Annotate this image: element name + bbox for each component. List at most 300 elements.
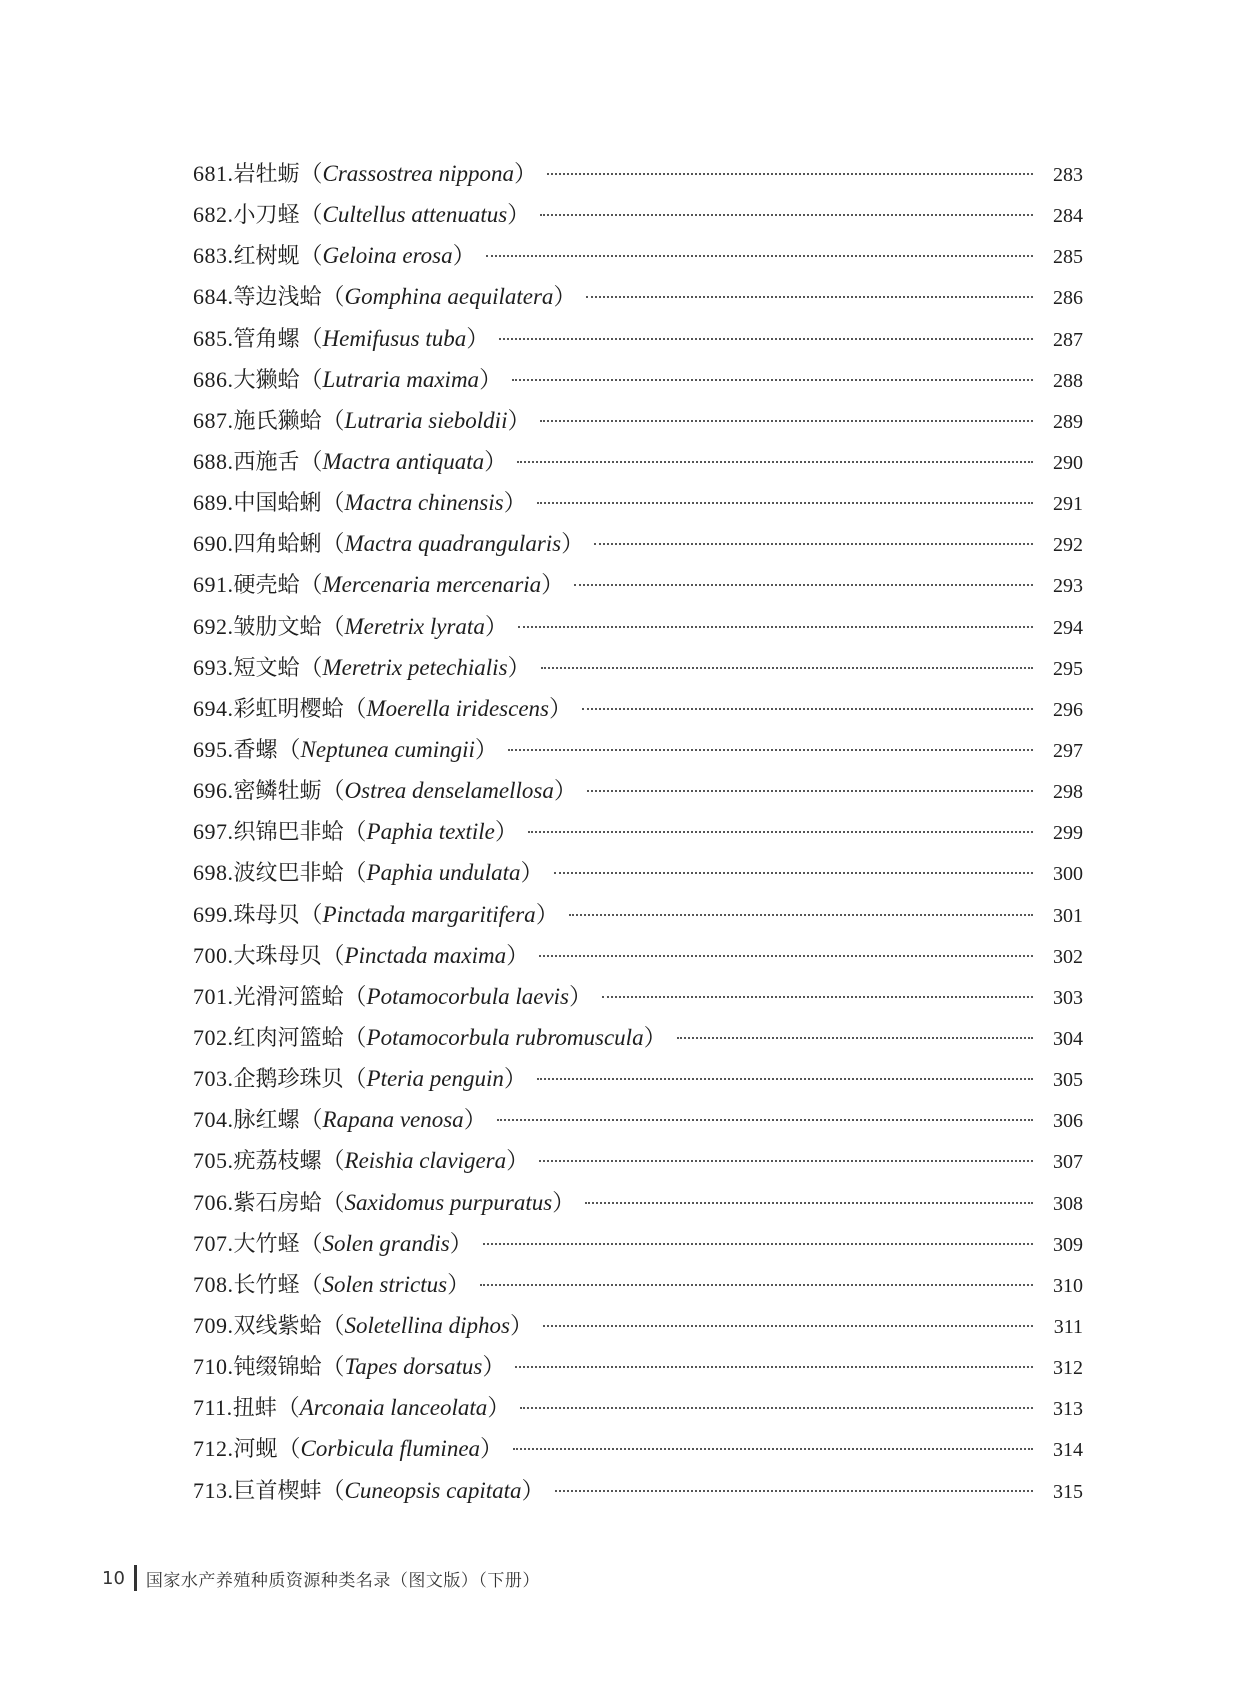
toc-entry-title xyxy=(193,1017,673,1059)
entry-chinese-name: 中国蛤蜊 xyxy=(233,491,322,517)
footer-book-title: 国家水产养殖种质资源种类名录（图文版）（下册） xyxy=(145,1570,540,1591)
entry-chinese-name: 红树蚬 xyxy=(233,244,300,270)
entry-chinese-name: 大獭蛤 xyxy=(233,367,300,393)
open-paren: （ xyxy=(343,983,367,1009)
entry-scientific-name: Cuneopsis capitata xyxy=(344,1477,522,1503)
entry-scientific-name: Soletellina diphos xyxy=(344,1312,510,1338)
dot-leader xyxy=(486,255,1033,257)
entry-chinese-name: 西施舌 xyxy=(233,449,300,475)
toc-entry-title xyxy=(193,1058,533,1100)
entry-chinese-name: 河蚬 xyxy=(233,1437,278,1463)
entry-chinese-name: 织锦巴非蛤 xyxy=(233,820,344,846)
close-paren: ） xyxy=(494,819,518,845)
entry-page-number: 293 xyxy=(1053,575,1083,598)
open-paren: （ xyxy=(321,1354,345,1380)
open-paren: （ xyxy=(343,819,367,845)
dot-leader xyxy=(528,831,1033,833)
entry-chinese-name: 珠母贝 xyxy=(233,902,300,928)
open-paren: （ xyxy=(299,1230,323,1256)
toc-entry[interactable] xyxy=(193,1099,1083,1140)
open-paren: （ xyxy=(343,695,367,721)
entry-chinese-name: 红肉河篮蛤 xyxy=(233,1025,344,1051)
dot-leader xyxy=(555,1490,1034,1492)
toc-entry-title xyxy=(193,935,535,977)
entry-chinese-name: 皱肋文蛤 xyxy=(233,614,322,640)
entry-scientific-name: Neptunea cumingii xyxy=(300,736,475,762)
close-paren: ） xyxy=(466,325,490,351)
toc-entry-title xyxy=(193,400,536,442)
toc-entry-title xyxy=(193,523,590,565)
dot-leader xyxy=(537,502,1033,504)
entry-scientific-name: Saxidomus purpuratus xyxy=(344,1189,553,1215)
entry-page-number: 310 xyxy=(1053,1274,1083,1297)
toc-entry-title xyxy=(193,811,524,853)
open-paren: （ xyxy=(299,901,323,927)
entry-page-number: 290 xyxy=(1053,451,1083,474)
dot-leader xyxy=(497,1119,1033,1121)
entry-page-number: 295 xyxy=(1053,657,1083,680)
entry-chinese-name: 巨首楔蚌 xyxy=(233,1478,322,1504)
entry-number: 691. xyxy=(193,572,234,598)
entry-chinese-name: 管角螺 xyxy=(233,326,300,352)
open-paren: （ xyxy=(321,613,345,639)
close-paren: ） xyxy=(484,613,508,639)
open-paren: （ xyxy=(321,1148,345,1174)
toc-entry[interactable] xyxy=(193,1305,1083,1346)
entry-page-number: 304 xyxy=(1053,1027,1083,1050)
entry-number: 692. xyxy=(193,613,234,639)
close-paren: ） xyxy=(503,490,527,516)
footer-page-number: 10 xyxy=(102,1567,125,1589)
toc-entry-title xyxy=(193,606,514,648)
footer-divider xyxy=(134,1565,137,1591)
dot-leader xyxy=(587,790,1033,792)
toc-entry[interactable] xyxy=(193,1182,1083,1223)
toc-entry[interactable] xyxy=(193,1017,1083,1058)
dot-leader xyxy=(569,914,1033,916)
toc-entry[interactable] xyxy=(193,1140,1083,1181)
entry-number: 696. xyxy=(193,778,234,804)
dot-leader xyxy=(537,1078,1033,1080)
entry-scientific-name: Solen strictus xyxy=(322,1271,448,1297)
entry-page-number: 294 xyxy=(1053,616,1083,639)
entry-page-number: 287 xyxy=(1053,328,1083,351)
dot-leader xyxy=(594,543,1033,545)
entry-page-number: 303 xyxy=(1053,986,1083,1009)
entry-number: 711. xyxy=(193,1395,233,1421)
close-paren: ） xyxy=(482,1354,506,1380)
toc-entry-title xyxy=(193,318,495,360)
toc-entry[interactable] xyxy=(193,153,1083,194)
entry-number: 681. xyxy=(193,161,234,186)
entry-chinese-name: 硬壳蛤 xyxy=(233,573,300,599)
open-paren: （ xyxy=(343,1024,367,1050)
open-paren: （ xyxy=(299,1271,323,1297)
close-paren: ） xyxy=(503,1066,527,1092)
close-paren: ） xyxy=(452,243,476,269)
dot-leader xyxy=(515,1366,1033,1368)
entry-number: 690. xyxy=(193,531,234,557)
open-paren: （ xyxy=(299,325,323,351)
toc-entry-title xyxy=(193,1470,551,1512)
close-paren: ） xyxy=(463,1107,487,1133)
entry-scientific-name: Cultellus attenuatus xyxy=(322,202,508,228)
open-paren: （ xyxy=(299,243,323,269)
toc-entry[interactable] xyxy=(193,564,1083,605)
entry-chinese-name: 紫石房蛤 xyxy=(233,1190,322,1216)
entry-page-number: 306 xyxy=(1053,1110,1083,1133)
close-paren: ） xyxy=(507,407,531,433)
toc-entries xyxy=(193,153,1083,1511)
close-paren: ） xyxy=(507,654,531,680)
open-paren: （ xyxy=(277,1436,301,1462)
entry-number: 687. xyxy=(193,407,234,433)
toc-entry[interactable] xyxy=(193,894,1083,935)
dot-leader xyxy=(513,1448,1033,1450)
dot-leader xyxy=(540,214,1033,216)
toc-entry[interactable] xyxy=(193,935,1083,976)
entry-page-number: 298 xyxy=(1053,781,1083,804)
toc-entry-title xyxy=(193,235,482,277)
toc-entry-title xyxy=(193,1223,479,1265)
close-paren: ） xyxy=(569,983,593,1009)
dot-leader xyxy=(602,996,1033,998)
entry-number: 697. xyxy=(193,819,234,845)
toc-entry[interactable] xyxy=(193,194,1083,235)
entry-scientific-name: Reishia clavigera xyxy=(344,1148,507,1174)
entry-number: 704. xyxy=(193,1107,234,1133)
entry-page-number: 305 xyxy=(1053,1069,1083,1092)
entry-chinese-name: 钝缀锦蛤 xyxy=(233,1355,322,1381)
entry-chinese-name: 等边浅蛤 xyxy=(233,285,322,311)
entry-page-number: 299 xyxy=(1053,822,1083,845)
close-paren: ） xyxy=(552,1189,576,1215)
toc-entry[interactable] xyxy=(193,523,1083,564)
open-paren: （ xyxy=(299,202,323,228)
entry-chinese-name: 企鹅珍珠贝 xyxy=(233,1067,344,1093)
dot-leader xyxy=(508,749,1033,751)
toc-entry-title xyxy=(193,1346,511,1388)
dot-leader xyxy=(480,1284,1033,1286)
entry-number: 710. xyxy=(193,1354,234,1380)
toc-entry-title xyxy=(193,482,533,524)
toc-entry[interactable] xyxy=(193,482,1083,523)
close-paren: ） xyxy=(487,1395,511,1421)
entry-number: 684. xyxy=(193,284,234,310)
entry-page-number: 300 xyxy=(1053,863,1083,886)
toc-entry-title xyxy=(193,564,570,606)
entry-scientific-name: Solen grandis xyxy=(322,1230,450,1256)
entry-number: 699. xyxy=(193,901,234,927)
toc-entry[interactable] xyxy=(193,359,1083,400)
entry-chinese-name: 脉红螺 xyxy=(233,1108,300,1134)
close-paren: ） xyxy=(506,1148,530,1174)
entry-chinese-name: 岩牡蛎 xyxy=(233,162,300,187)
dot-leader xyxy=(483,1243,1033,1245)
toc-entry-title xyxy=(193,1099,493,1141)
open-paren: （ xyxy=(299,1107,323,1133)
toc-entry-title xyxy=(193,1428,509,1470)
dot-leader xyxy=(520,1407,1033,1409)
toc-entry[interactable] xyxy=(193,811,1083,852)
entry-scientific-name: Pinctada margaritifera xyxy=(322,901,536,927)
entry-scientific-name: Pinctada maxima xyxy=(344,942,507,968)
toc-entry-title xyxy=(193,194,536,236)
entry-scientific-name: Tapes dorsatus xyxy=(344,1354,483,1380)
toc-entry-title xyxy=(193,647,537,689)
toc-entry-title xyxy=(193,1182,581,1224)
toc-entry[interactable] xyxy=(193,688,1083,729)
close-paren: ） xyxy=(520,860,544,886)
entry-chinese-name: 施氏獭蛤 xyxy=(233,408,322,434)
entry-chinese-name: 四角蛤蜊 xyxy=(233,532,322,558)
dot-leader xyxy=(677,1037,1033,1039)
entry-scientific-name: Paphia undulata xyxy=(366,860,521,886)
entry-page-number: 309 xyxy=(1053,1233,1083,1256)
entry-chinese-name: 波纹巴非蛤 xyxy=(233,861,344,887)
close-paren: ） xyxy=(506,942,530,968)
entry-page-number: 308 xyxy=(1053,1192,1083,1215)
toc-entry[interactable] xyxy=(193,441,1083,482)
close-paren: ） xyxy=(541,572,565,598)
entry-page-number: 314 xyxy=(1053,1439,1083,1462)
dot-leader xyxy=(539,1160,1033,1162)
entry-chinese-name: 大竹蛏 xyxy=(233,1231,300,1257)
open-paren: （ xyxy=(299,654,323,680)
toc-entry-title xyxy=(193,1140,535,1182)
dot-leader xyxy=(540,420,1033,422)
toc-entry-title xyxy=(193,276,582,318)
close-paren: ） xyxy=(449,1230,473,1256)
close-paren: ） xyxy=(643,1024,667,1050)
entry-scientific-name: Crassostrea nippona xyxy=(322,161,514,186)
entry-number: 693. xyxy=(193,654,234,680)
entry-chinese-name: 大珠母贝 xyxy=(233,943,322,969)
entry-number: 708. xyxy=(193,1271,234,1297)
dot-leader xyxy=(585,1202,1033,1204)
entry-scientific-name: Hemifusus tuba xyxy=(322,325,467,351)
page-footer xyxy=(102,1565,540,1591)
dot-leader xyxy=(582,708,1033,710)
toc-entry[interactable] xyxy=(193,400,1083,441)
entry-chinese-name: 短文蛤 xyxy=(233,655,300,681)
entry-number: 707. xyxy=(193,1230,234,1256)
table-of-contents xyxy=(193,153,1083,1511)
entry-page-number: 296 xyxy=(1053,698,1083,721)
entry-scientific-name: Mercenaria mercenaria xyxy=(322,572,542,598)
toc-entry[interactable] xyxy=(193,1264,1083,1305)
entry-scientific-name: Rapana venosa xyxy=(322,1107,464,1133)
close-paren: ） xyxy=(553,778,577,804)
entry-number: 698. xyxy=(193,860,234,886)
toc-entry[interactable] xyxy=(193,1387,1083,1428)
entry-page-number: 286 xyxy=(1053,287,1083,310)
open-paren: （ xyxy=(276,1395,300,1421)
toc-entry[interactable] xyxy=(193,606,1083,647)
toc-entry-title xyxy=(193,1305,539,1347)
entry-page-number: 291 xyxy=(1053,493,1083,516)
dot-leader xyxy=(574,584,1033,586)
close-paren: ） xyxy=(479,366,503,392)
entry-page-number: 283 xyxy=(1053,164,1083,186)
entry-scientific-name: Pteria penguin xyxy=(366,1066,504,1092)
entry-number: 703. xyxy=(193,1066,234,1092)
dot-leader xyxy=(539,955,1033,957)
close-paren: ） xyxy=(474,736,498,762)
entry-number: 712. xyxy=(193,1436,234,1462)
toc-entry-title xyxy=(193,1264,476,1306)
entry-scientific-name: Paphia textile xyxy=(366,819,495,845)
toc-entry[interactable] xyxy=(193,235,1083,276)
toc-entry[interactable] xyxy=(193,276,1083,317)
toc-entry-title xyxy=(193,894,565,936)
entry-page-number: 289 xyxy=(1053,410,1083,433)
entry-number: 682. xyxy=(193,202,234,228)
entry-page-number: 302 xyxy=(1053,945,1083,968)
close-paren: ） xyxy=(535,901,559,927)
entry-number: 713. xyxy=(193,1477,234,1503)
open-paren: （ xyxy=(343,1066,367,1092)
close-paren: ） xyxy=(521,1477,545,1503)
entry-scientific-name: Gomphina aequilatera xyxy=(344,284,554,310)
entry-chinese-name: 光滑河篮蛤 xyxy=(233,984,344,1010)
entry-number: 683. xyxy=(193,243,234,269)
toc-entry[interactable] xyxy=(193,1223,1083,1264)
entry-number: 688. xyxy=(193,448,234,474)
entry-number: 694. xyxy=(193,695,234,721)
toc-entry[interactable] xyxy=(193,976,1083,1017)
open-paren: （ xyxy=(321,490,345,516)
entry-number: 700. xyxy=(193,942,234,968)
entry-page-number: 312 xyxy=(1053,1357,1083,1380)
toc-entry-title xyxy=(193,976,598,1018)
toc-entry-title xyxy=(193,153,543,195)
entry-scientific-name: Meretrix lyrata xyxy=(344,613,485,639)
toc-entry[interactable] xyxy=(193,1428,1083,1469)
entry-chinese-name: 扭蚌 xyxy=(232,1396,277,1422)
entry-number: 705. xyxy=(193,1148,234,1174)
entry-scientific-name: Mactra quadrangularis xyxy=(344,531,562,557)
entry-chinese-name: 双线紫蛤 xyxy=(233,1313,322,1339)
dot-leader xyxy=(499,338,1033,340)
entry-page-number: 292 xyxy=(1053,534,1083,557)
dot-leader xyxy=(512,379,1033,381)
open-paren: （ xyxy=(321,942,345,968)
entry-number: 701. xyxy=(193,983,234,1009)
dot-leader xyxy=(547,173,1033,175)
open-paren: （ xyxy=(343,860,367,886)
open-paren: （ xyxy=(321,531,345,557)
toc-entry-title xyxy=(193,729,504,771)
entry-number: 686. xyxy=(193,366,234,392)
entry-chinese-name: 香螺 xyxy=(233,737,278,763)
entry-number: 709. xyxy=(193,1312,234,1338)
entry-page-number: 284 xyxy=(1053,205,1083,228)
open-paren: （ xyxy=(321,1477,345,1503)
toc-entry-title xyxy=(193,688,578,730)
toc-entry[interactable] xyxy=(193,1058,1083,1099)
entry-chinese-name: 长竹蛏 xyxy=(233,1272,300,1298)
dot-leader xyxy=(518,626,1033,628)
dot-leader xyxy=(541,667,1033,669)
entry-number: 706. xyxy=(193,1189,234,1215)
entry-number: 689. xyxy=(193,490,234,516)
open-paren: （ xyxy=(321,1312,345,1338)
entry-scientific-name: Corbicula fluminea xyxy=(300,1436,481,1462)
toc-entry[interactable] xyxy=(193,729,1083,770)
entry-scientific-name: Lutraria maxima xyxy=(322,366,480,392)
open-paren: （ xyxy=(299,572,323,598)
close-paren: ） xyxy=(548,695,572,721)
entry-chinese-name: 小刀蛏 xyxy=(233,203,300,229)
dot-leader xyxy=(554,872,1034,874)
open-paren: （ xyxy=(277,736,301,762)
close-paren: ） xyxy=(553,284,577,310)
close-paren: ） xyxy=(480,1436,504,1462)
open-paren: （ xyxy=(299,366,323,392)
entry-page-number: 307 xyxy=(1053,1151,1083,1174)
close-paren: ） xyxy=(507,202,531,228)
toc-entry-title xyxy=(193,770,583,812)
entry-scientific-name: Moerella iridescens xyxy=(366,695,549,721)
entry-chinese-name: 彩虹明樱蛤 xyxy=(233,696,344,722)
entry-scientific-name: Mactra chinensis xyxy=(344,490,504,516)
entry-chinese-name: 疣荔枝螺 xyxy=(233,1149,322,1175)
close-paren: ） xyxy=(514,161,537,186)
entry-scientific-name: Potamocorbula rubromuscula xyxy=(366,1024,644,1050)
toc-entry-title xyxy=(193,852,550,894)
entry-scientific-name: Meretrix petechialis xyxy=(322,654,508,680)
toc-entry[interactable] xyxy=(193,647,1083,688)
entry-scientific-name: Geloina erosa xyxy=(322,243,453,269)
entry-chinese-name: 密鳞牡蛎 xyxy=(233,779,322,805)
toc-entry[interactable] xyxy=(193,770,1083,811)
toc-entry-title xyxy=(193,359,508,401)
entry-scientific-name: Lutraria sieboldii xyxy=(344,407,508,433)
entry-scientific-name: Potamocorbula laevis xyxy=(366,983,570,1009)
open-paren: （ xyxy=(299,161,323,186)
dot-leader xyxy=(517,461,1033,463)
open-paren: （ xyxy=(321,407,345,433)
dot-leader xyxy=(586,296,1033,298)
open-paren: （ xyxy=(299,448,323,474)
close-paren: ） xyxy=(484,448,508,474)
entry-number: 685. xyxy=(193,325,234,351)
entry-page-number: 315 xyxy=(1053,1480,1083,1503)
close-paren: ） xyxy=(447,1271,471,1297)
open-paren: （ xyxy=(321,778,345,804)
entry-page-number: 288 xyxy=(1053,369,1083,392)
open-paren: （ xyxy=(321,1189,345,1215)
entry-page-number: 313 xyxy=(1053,1398,1083,1421)
close-paren: ） xyxy=(561,531,585,557)
entry-page-number: 285 xyxy=(1053,246,1083,269)
entry-page-number: 311 xyxy=(1053,1315,1083,1338)
toc-entry[interactable] xyxy=(193,318,1083,359)
toc-entry[interactable] xyxy=(193,1346,1083,1387)
dot-leader xyxy=(543,1325,1033,1327)
open-paren: （ xyxy=(321,284,345,310)
entry-scientific-name: Mactra antiquata xyxy=(322,448,485,474)
close-paren: ） xyxy=(509,1312,533,1338)
entry-page-number: 301 xyxy=(1053,904,1083,927)
toc-entry[interactable] xyxy=(193,1470,1083,1511)
toc-entry[interactable] xyxy=(193,852,1083,893)
toc-entry-title xyxy=(193,441,513,483)
toc-entry-title xyxy=(193,1387,516,1429)
entry-number: 695. xyxy=(193,736,234,762)
entry-number: 702. xyxy=(193,1024,234,1050)
